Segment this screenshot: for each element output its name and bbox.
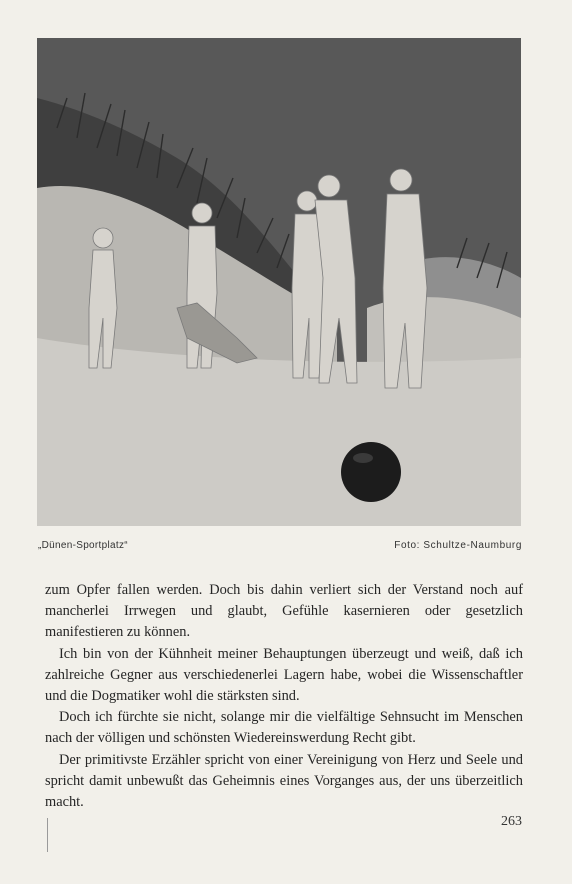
paragraph: Doch ich fürchte sie nicht, solange mir die vielfältige Sehnsucht im Menschen nach der völligen und schönsten Wiedereinswerdung Recht gibt. [45,709,523,747]
paragraph: Der primitivste Erzähler spricht von einer Vereinigung von Herz und Seele und spricht damit unbewußt das Geheimnis eines Vorganges aus, der uns überzeitlich macht. [45,751,523,811]
body-text [45,580,523,813]
page-number: 263 [501,814,522,829]
dune-photograph [37,38,521,526]
photo-credit: Foto: Schultze-Naumburg [394,540,522,551]
photo-caption: „Dünen-Sportplatz“ [38,540,128,551]
paragraph: zum Opfer fallen werden. Doch bis dahin verliert sich der Verstand noch auf mancherlei Irrwegen und glaubt, Gefühle kasernieren oder gesetzlich manifestieren zu können. [45,582,523,641]
photo-illustration [37,38,521,526]
paragraph: Ich bin von der Kühnheit meiner Behauptungen überzeugt und weiß, daß ich zahlreiche Gegner aus verschiedenerlei Lagern habe, wobei die Wissenschaftler und die Dogmatiker wohl die stärksten sind. [45,645,523,705]
margin-mark [47,818,48,852]
